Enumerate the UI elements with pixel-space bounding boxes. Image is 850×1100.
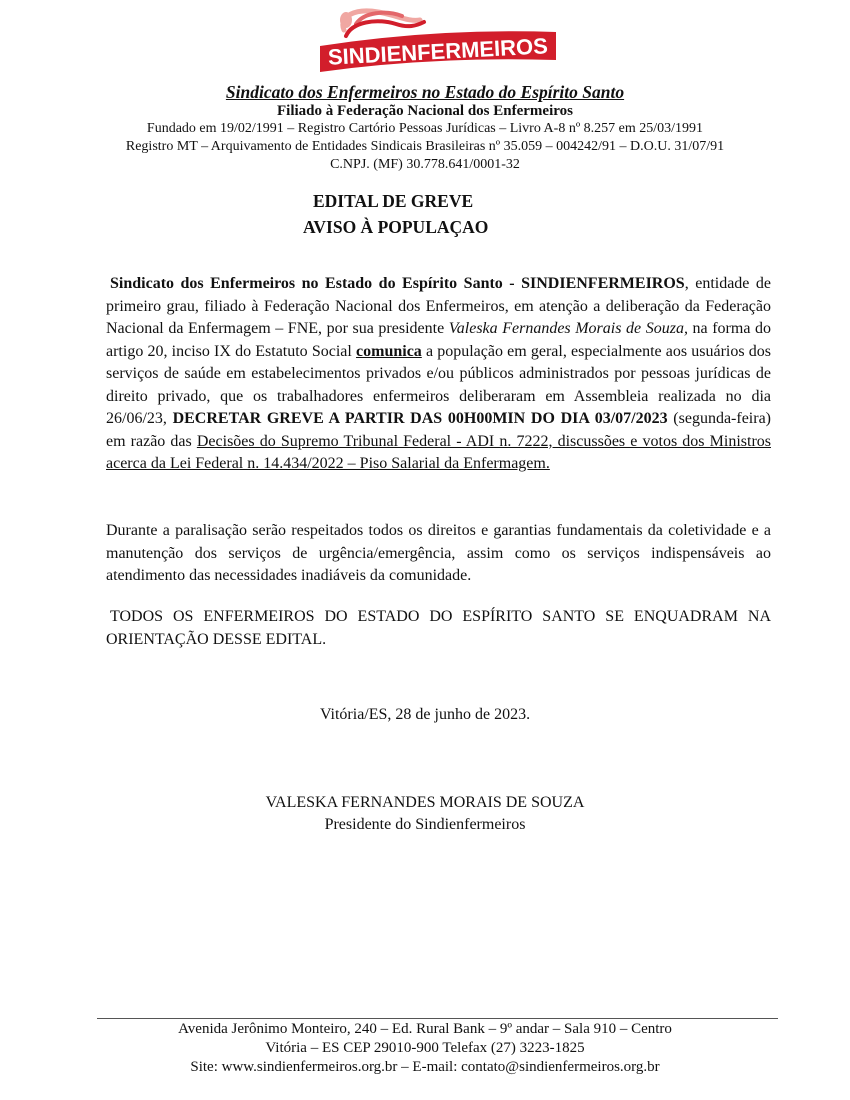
footer-city-phone: Vitória – ES CEP 29010-900 Telefax (27) 3223-1825	[265, 1040, 585, 1056]
signatory-role: Presidente do Sindienfermeiros	[324, 816, 526, 833]
date-line: Vitória/ES, 28 de junho de 2023.	[319, 706, 531, 723]
signatory-name: VALESKA FERNANDES MORAIS DE SOUZA	[265, 794, 585, 811]
logo-text: SINDIENFERMEIROS	[327, 33, 549, 70]
strike-decree: DECRETAR GREVE A PARTIR DAS 00H00MIN DO DIA 03/07/2023	[172, 410, 668, 427]
stf-reference: Decisões do Supremo Tribunal Federal - ADI n. 7222, discussões e votos dos Ministros acerca da Lei Federal n. 14.434/2022 – Piso Salarial da Enfermagem.	[106, 432, 771, 472]
footer-site-email: Site: www.sindienfermeiros.org.br – E-mail: contato@sindienfermeiros.org.br	[190, 1059, 660, 1075]
paragraph-services: Durante a paralisação serão respeitados todos os direitos e garantias fundamentais da coletividade e a manutenção dos serviços de urgência/emergência, assim como os serviços indispensáveis ao atendimento das necessidades inadiáveis da comunidade.	[106, 522, 771, 584]
registration-line-2: Registro MT – Arquivamento de Entidades Sindicais Brasileiras nº 35.059 – 004242/91 – D.O.U. 31/07/91	[125, 139, 725, 154]
paragraph-all-nurses: TODOS OS ENFERMEIROS DO ESTADO DO ESPÍRITO SANTO SE ENQUADRAM NA ORIENTAÇÃO DESSE EDITAL.	[106, 608, 771, 648]
text-span: , entidade de primeiro grau, filiado à Federação Nacional dos Enfermeiros, em atenção a deliberação da Federação Nacional da Enfermagem – FNE, por sua presidente	[106, 275, 772, 337]
logo-emblem	[340, 11, 424, 36]
document-title: EDITAL DE GREVE	[313, 191, 474, 211]
sindienfermeiros-logo	[316, 2, 560, 72]
text-span: a população em geral, especialmente aos usuários dos serviços de saúde em estabelecimentos privados e/ou públicos administrados por pessoas jurídicas de direito privado, que os trabalhadores enfermeiros deliberaram em Assembleia realizada no dia 26/06/23,	[106, 342, 771, 427]
affiliation: Filiado à Federação Nacional dos Enfermeiros	[277, 103, 573, 119]
org-name: Sindicato dos Enfermeiros no Estado do Espírito Santo	[225, 82, 625, 102]
document-subtitle: AVISO À POPULAÇAO	[303, 217, 489, 237]
footer-address: Avenida Jerônimo Monteiro, 240 – Ed. Rural Bank – 9º andar – Sala 910 – Centro	[178, 1021, 672, 1037]
registration-line-1: Fundado em 19/02/1991 – Registro Cartório Pessoas Jurídicas – Livro A-8 nº 8.257 em 25/03/1991	[146, 121, 704, 136]
footer-divider	[97, 1018, 778, 1019]
president-name: Valeska Fernandes Morais de Souza,	[448, 320, 688, 337]
paragraph-announcement	[106, 273, 771, 476]
comunica-word: comunica	[356, 342, 422, 360]
union-name: Sindicato dos Enfermeiros no Estado do Espírito Santo - SINDIENFERMEIROS	[110, 275, 685, 292]
cnpj-line: C.NPJ. (MF) 30.778.641/0001-32	[330, 157, 520, 172]
logo-banner	[320, 31, 556, 72]
text-span: (segunda-feira) em razão das	[106, 410, 772, 450]
text-span: na forma do artigo 20, inciso IX do Estatuto Social	[106, 320, 772, 360]
